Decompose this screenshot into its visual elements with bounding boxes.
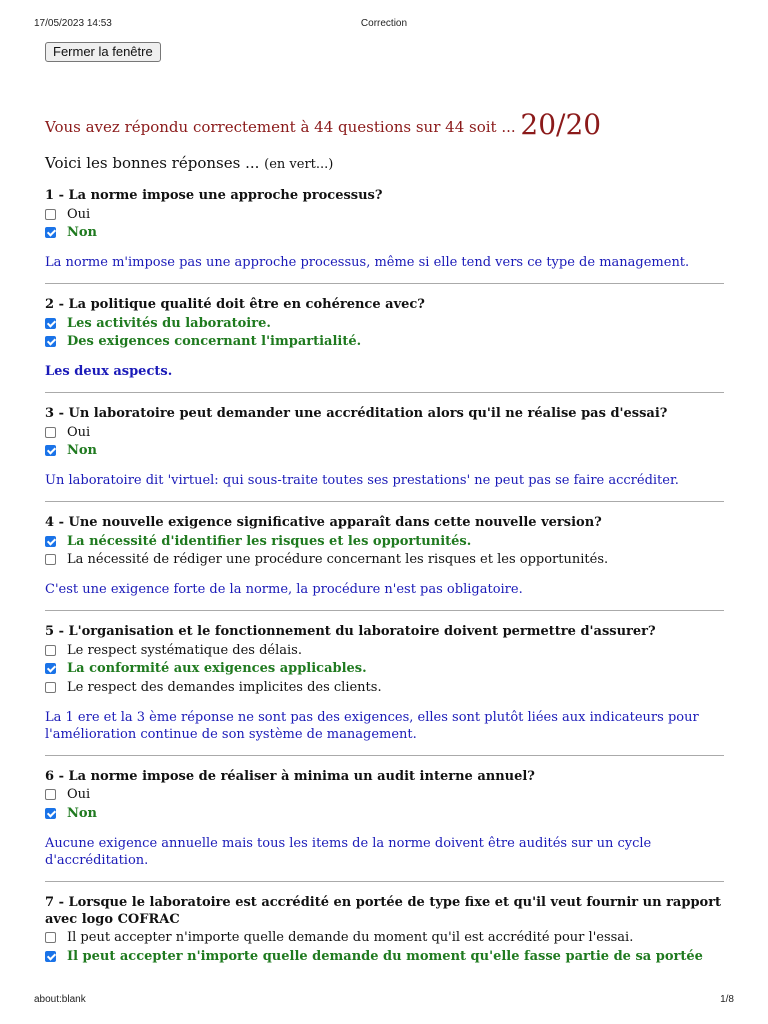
answer-option-label: Il peut accepter n'importe quelle demande du moment qu'elle fasse partie de sa portée bbox=[67, 948, 703, 964]
answer-option-label: Oui bbox=[67, 206, 91, 222]
answer-option bbox=[45, 641, 724, 660]
question-block bbox=[45, 296, 724, 393]
answer-option bbox=[45, 678, 724, 697]
print-date: 17/05/2023 14:53 bbox=[34, 18, 112, 29]
question-block bbox=[45, 894, 724, 978]
answer-option bbox=[45, 786, 724, 805]
question-title: 5 - L'organisation et le fonctionnement du laboratoire doivent permettre d'assurer? bbox=[45, 624, 656, 639]
question-title: 3 - Un laboratoire peut demander une accréditation alors qu'il ne réalise pas d'essai? bbox=[45, 406, 668, 421]
print-pager: 1/8 bbox=[720, 994, 734, 1005]
answer-option bbox=[45, 205, 724, 224]
question-block bbox=[45, 768, 724, 882]
answer-option-label: Il peut accepter n'importe quelle demande du moment qu'il est accrédité pour l'essai. bbox=[67, 930, 634, 946]
print-title: Correction bbox=[360, 18, 408, 29]
answer-option bbox=[45, 660, 724, 679]
answer-explanation: La norme m'impose pas une approche processus, même si elle tend vers ce type de management. bbox=[45, 255, 690, 270]
unchecked-checkbox[interactable] bbox=[45, 554, 56, 565]
question-title: 2 - La politique qualité doit être en cohérence avec? bbox=[45, 297, 425, 312]
checked-checkbox[interactable] bbox=[45, 663, 56, 674]
answer-explanation: La 1 ere et la 3 ème réponse ne sont pas des exigences, elles sont plutôt liées aux indicateurs pour l'amélioration continue de son système de management. bbox=[45, 709, 699, 742]
answer-option-label: Les activités du laboratoire. bbox=[67, 315, 271, 331]
answer-option bbox=[45, 929, 724, 948]
unchecked-checkbox[interactable] bbox=[45, 209, 56, 220]
answer-option bbox=[45, 532, 724, 551]
checked-checkbox[interactable] bbox=[45, 336, 56, 347]
unchecked-checkbox[interactable] bbox=[45, 427, 56, 438]
score: 20/20 bbox=[520, 108, 602, 141]
answer-option-label: Des exigences concernant l'impartialité. bbox=[67, 334, 362, 350]
question-block bbox=[45, 623, 724, 756]
result-summary bbox=[45, 108, 601, 141]
unchecked-checkbox[interactable] bbox=[45, 682, 56, 693]
unchecked-checkbox[interactable] bbox=[45, 789, 56, 800]
answer-option-label: La nécessité de rédiger une procédure concernant les risques et les opportunités. bbox=[67, 552, 609, 568]
answer-explanation: Un laboratoire dit 'virtuel: qui sous-traite toutes ses prestations' ne peut pas se faire accréditer. bbox=[45, 473, 679, 488]
question-title: 6 - La norme impose de réaliser à minima un audit interne annuel? bbox=[45, 768, 535, 784]
answer-option bbox=[45, 442, 724, 461]
print-url: about:blank bbox=[34, 994, 86, 1005]
question-block bbox=[45, 187, 724, 284]
question-title: 4 - Une nouvelle exigence significative apparaît dans cette nouvelle version? bbox=[45, 515, 602, 530]
close-window-button[interactable]: Fermer la fenêtre bbox=[45, 42, 161, 62]
question-block bbox=[45, 514, 724, 611]
question-block bbox=[45, 405, 724, 502]
answer-explanation: Aucune exigence annuelle mais tous les items de la norme doivent être audités sur un cycle d'accréditation. bbox=[45, 835, 652, 868]
answer-option-label: Non bbox=[67, 805, 98, 821]
answer-option bbox=[45, 333, 724, 352]
answer-option-label: Oui bbox=[67, 787, 91, 803]
question-title: 1 - La norme impose une approche processus? bbox=[45, 188, 383, 203]
checked-checkbox[interactable] bbox=[45, 445, 56, 456]
unchecked-checkbox[interactable] bbox=[45, 932, 56, 943]
result-text: Vous avez répondu correctement à 44 questions sur 44 soit ... bbox=[45, 118, 521, 136]
answer-explanation: C'est une exigence forte de la norme, la procédure n'est pas obligatoire. bbox=[45, 582, 523, 597]
answer-option bbox=[45, 224, 724, 243]
answer-option-label: Le respect systématique des délais. bbox=[67, 642, 302, 658]
answer-option-label: La conformité aux exigences applicables. bbox=[67, 661, 367, 677]
intro bbox=[45, 154, 333, 172]
checked-checkbox[interactable] bbox=[45, 318, 56, 329]
question-title: 7 - Lorsque le laboratoire est accrédité en portée de type fixe et qu'il veut fournir un rapport avec logo COFRAC bbox=[45, 894, 722, 927]
answer-option bbox=[45, 551, 724, 570]
intro-text: Voici les bonnes réponses ... bbox=[45, 154, 265, 172]
answer-option-label: Oui bbox=[67, 424, 91, 440]
answer-option-label: La nécessité d'identifier les risques et les opportunités. bbox=[67, 533, 472, 549]
intro-note: (en vert...) bbox=[264, 157, 334, 172]
question-list bbox=[45, 187, 724, 990]
checked-checkbox[interactable] bbox=[45, 808, 56, 819]
checked-checkbox[interactable] bbox=[45, 951, 56, 962]
unchecked-checkbox[interactable] bbox=[45, 645, 56, 656]
answer-option-label: Non bbox=[67, 443, 98, 459]
answer-option bbox=[45, 804, 724, 823]
answer-option bbox=[45, 423, 724, 442]
answer-option bbox=[45, 947, 724, 966]
answer-option bbox=[45, 314, 724, 333]
checked-checkbox[interactable] bbox=[45, 227, 56, 238]
checked-checkbox[interactable] bbox=[45, 536, 56, 547]
answer-explanation: Les deux aspects. bbox=[45, 364, 173, 379]
answer-option-label: Non bbox=[67, 225, 98, 241]
print-footer bbox=[0, 994, 768, 1008]
print-header bbox=[0, 18, 768, 32]
answer-option-label: Le respect des demandes implicites des clients. bbox=[67, 679, 382, 695]
